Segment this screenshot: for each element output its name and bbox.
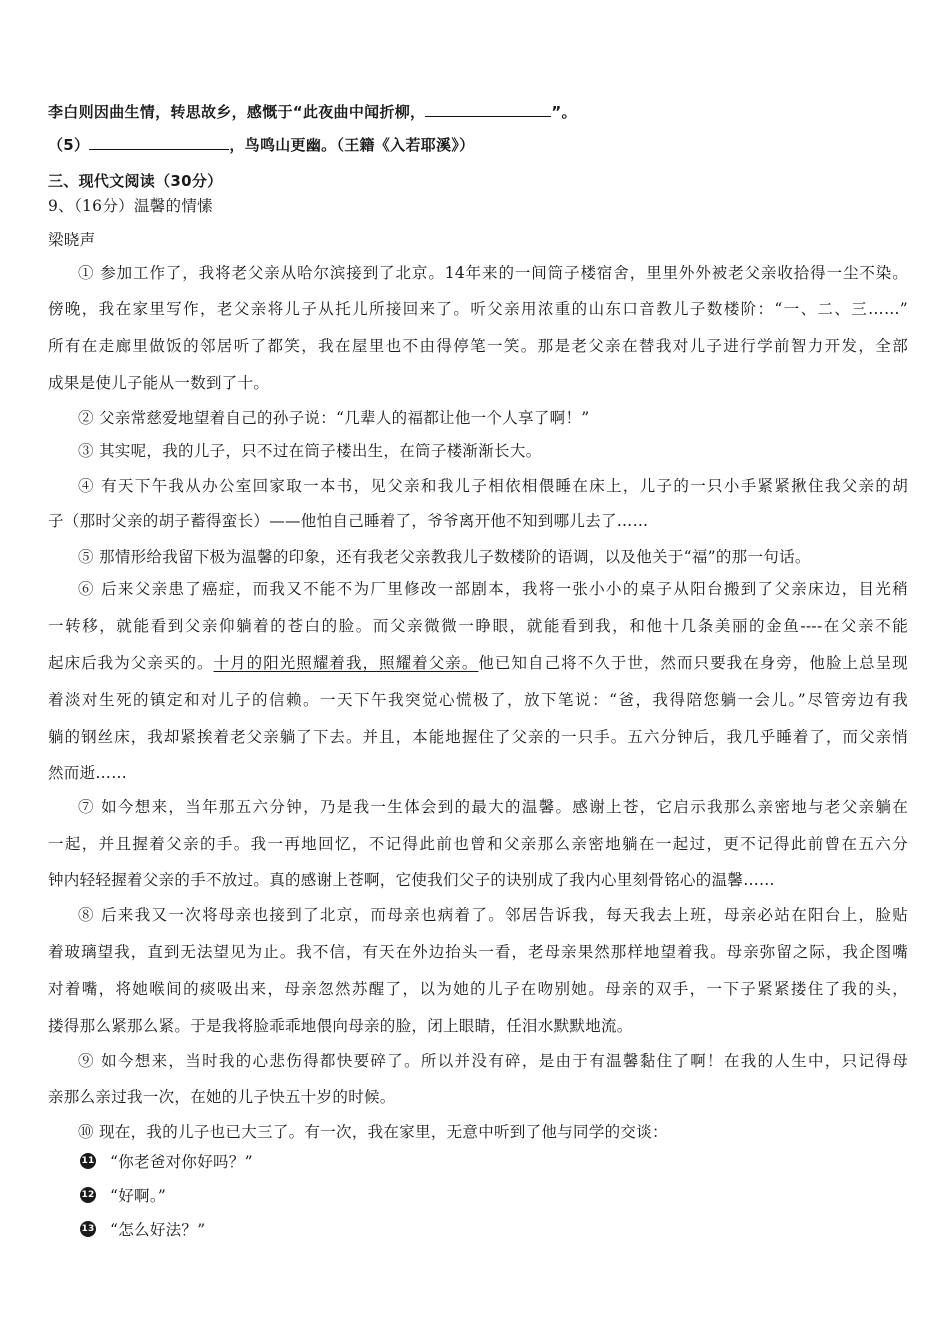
paragraph-2: ② 父亲常慈爱地望着自己的孙子说：“几辈人的福都让他一个人享了啊！” (78, 409, 590, 427)
paragraph-7-line-3: 钟内轻轻握着父亲的手不放过。真的感谢上苍啊，它使我们父子的诀别成了我内心里刻骨铭心的温馨…… (48, 871, 775, 889)
circled-number-icon: 11 (80, 1153, 96, 1169)
section-heading: 三、现代文阅读（30分） (48, 172, 223, 190)
question-label: 9、（16分）温馨的情愫 (48, 197, 213, 215)
dialogue-line-2 (80, 1185, 940, 1207)
underlined-sentence: 十月的阳光照耀着我，照耀着父亲。 (213, 654, 479, 672)
paragraph-4-line-2: 子（那时父亲的胡子蓄得蛮长）——他怕自己睡着了，爷爷离开他不知到哪儿去了…… (48, 512, 649, 530)
paragraph-8-line-4: 搂得那么紧那么紧。于是我将脸乖乖地偎向母亲的脸，闭上眼睛，任泪水默默地流。 (48, 1017, 633, 1035)
paragraph-9-line-2: 亲那么亲过我一次，在她的儿子快五十岁的时候。 (48, 1088, 396, 1106)
paragraph-6-text: 起床后我为父亲买的。 (48, 654, 214, 672)
dialogue-line-1 (80, 1151, 940, 1173)
paragraph-1-line-3: 所有在走廊里做饭的邻居听了都笑，我在屋里也不由得停笔一笑。那是老父亲在替我对儿子进行学前智力开发，全部 (48, 337, 908, 355)
poem-question-4 (48, 101, 908, 123)
dialogue-text: “你老爸对你好吗？” (110, 1153, 253, 1171)
paragraph-7-line-1: ⑦ 如今想来，当年那五六分钟，乃是我一生体会到的最大的温馨。感谢上苍，它启示我那么亲密地与老父亲躺在 (78, 798, 908, 816)
paragraph-6-line-3 (48, 652, 908, 674)
paragraph-10: ⑩ 现在，我的儿子也已大三了。有一次，我在家里，无意中听到了他与同学的交谈： (78, 1123, 668, 1141)
circled-number-icon: 13 (80, 1221, 96, 1237)
paragraph-6-line-6: 然而逝…… (48, 764, 128, 782)
paragraph-6-line-1: ⑥ 后来父亲患了癌症，而我又不能不为厂里修改一部剧本，我将一张小小的桌子从阳台搬到了父亲床边，目光稍 (78, 580, 908, 598)
paragraph-8-line-1: ⑧ 后来我又一次将母亲也接到了北京，而母亲也病着了。邻居告诉我，每天我去上班，母亲必站在阳台上，脸贴 (78, 906, 908, 924)
poem-question-5 (48, 134, 908, 156)
paragraph-9-line-1: ⑨ 如今想来，当时我的心悲伤得都快要碎了。所以并没有碎，是由于有温馨黏住了啊！在我的人生中，只记得母 (78, 1052, 908, 1070)
paragraph-3: ③ 其实呢，我的儿子，只不过在筒子楼出生，在筒子楼渐渐长大。 (78, 442, 542, 460)
poem-q4-text: 李白则因曲生情，转思故乡，感慨于“此夜曲中闻折柳， (48, 103, 426, 121)
paragraph-6-line-5: 躺的钢丝床，我却紧挨着老父亲躺了下去。并且，本能地握住了父亲的一只手。五六分钟后，我几乎睡着了，而父亲悄 (48, 728, 908, 746)
paragraph-5: ⑤ 那情形给我留下极为温馨的印象，还有我老父亲教我儿子数楼阶的语调，以及他关于“福”的那一句话。 (78, 548, 811, 566)
paragraph-4-line-1: ④ 有天下午我从办公室回家取一本书，见父亲和我儿子相依相偎睡在床上，儿子的一只小手紧紧揪住我父亲的胡 (78, 477, 908, 495)
paragraph-6-line-4: 着淡对生死的镇定和对儿子的信赖。一天下午我突觉心慌极了，放下笔说：“爸，我得陪您躺一会儿。”尽管旁边有我 (48, 691, 908, 709)
paragraph-1-line-2: 傍晚，我在家里写作，老父亲将儿子从托儿所接回来了。听父亲用浓重的山东口音教儿子数楼阶：“一、二、三……” (48, 300, 908, 318)
dialogue-text: “怎么好法？” (110, 1221, 206, 1239)
paragraph-1-line-1: ① 参加工作了，我将老父亲从哈尔滨接到了北京。14年来的一间筒子楼宿舍，里里外外被老父亲收拾得一尘不染。 (78, 264, 908, 282)
answer-blank-q5[interactable] (89, 135, 229, 150)
poem-q5-number: （5） (48, 136, 90, 154)
paragraph-6-line-2: 一转移，就能看到父亲仰躺着的苍白的脸。而父亲微微一睁眼，就能看到我，和他十几条美丽的金鱼----在父亲不能 (48, 617, 908, 635)
poem-q4-end: ”。 (551, 103, 577, 121)
dialogue-text: “好啊。” (110, 1187, 167, 1205)
paragraph-1-line-4: 成果是使儿子能从一数到了十。 (48, 374, 270, 392)
answer-blank-q4[interactable] (425, 102, 551, 117)
circled-number-icon: 12 (80, 1187, 96, 1203)
dialogue-line-3 (80, 1219, 940, 1241)
paragraph-8-line-3: 对着嘴，将她喉间的痰吸出来，母亲忽然苏醒了，以为她的儿子在吻别她。母亲的双手，一下子紧紧搂住了我的头， (48, 980, 908, 998)
article-author: 梁晓声 (48, 231, 96, 249)
poem-q5-text: ，鸟鸣山更幽。（王籍《入若耶溪》） (229, 136, 475, 154)
paragraph-6-text: 他已知自己将不久于世，然而只要我在身旁，他脸上总呈现 (478, 654, 908, 672)
paragraph-7-line-2: 一起，并且握着父亲的手。我一再地回忆，不记得此前也曾和父亲那么亲密地躺在一起过，更不记得此前曾在五六分 (48, 835, 908, 853)
paragraph-8-line-2: 着玻璃望我，直到无法望见为止。我不信，有天在外边抬头一看，老母亲果然那样地望着我。母亲弥留之际，我企图嘴 (48, 943, 908, 961)
